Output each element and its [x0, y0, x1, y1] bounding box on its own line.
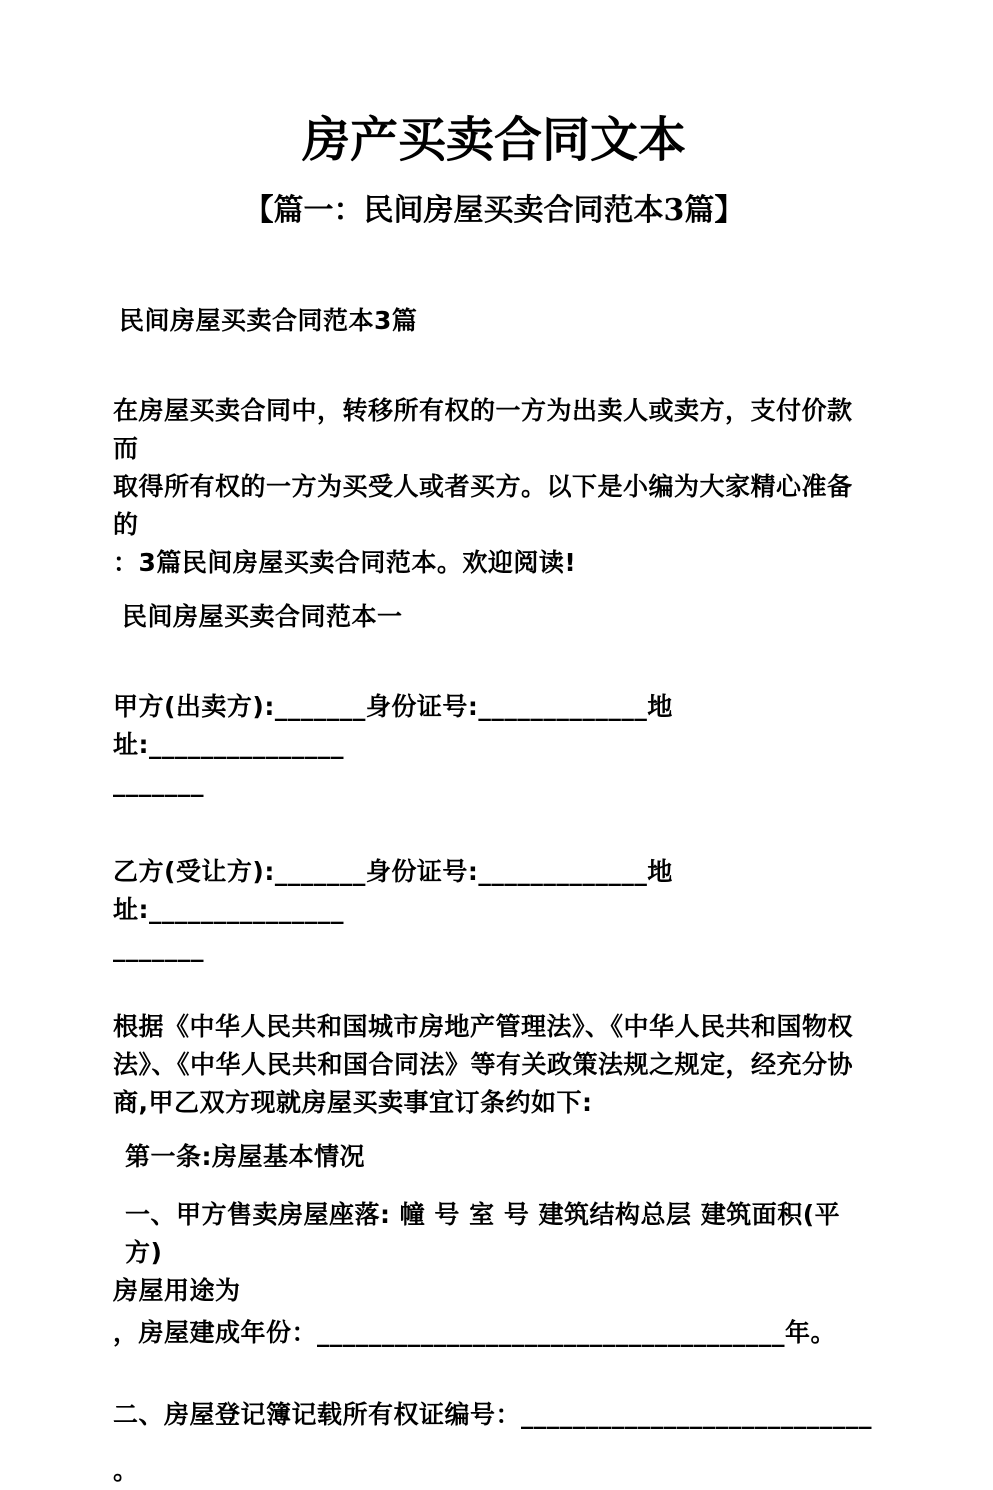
- built-year-block: [113, 1314, 875, 1352]
- trailing-period: 。: [113, 1456, 139, 1485]
- article-1-heading: 第一条:房屋基本情况: [125, 1142, 365, 1171]
- intro-paragraph-block: [113, 392, 875, 582]
- sample-list-heading: 民间房屋买卖合同范本3篇: [119, 306, 418, 335]
- clause-1-line-1: 一、甲方售卖房屋座落: 幢 号 室 号 建筑结构总层 建筑面积(平方): [125, 1200, 841, 1267]
- intro-line-1: 在房屋买卖合同中，转移所有权的一方为出卖人或卖方，支付价款而: [113, 396, 853, 463]
- clause-1-block: [113, 1196, 875, 1310]
- party-a-blank-continuation: _______: [113, 768, 204, 797]
- built-year-line: ，房屋建成年份：____________________________________年。: [113, 1318, 837, 1347]
- trailing-period-block: [113, 1452, 875, 1490]
- party-a-line: 甲方(出卖方):_______身份证号:_____________地址:_______________: [113, 692, 673, 759]
- party-b-block: [113, 853, 875, 967]
- legal-basis-block: [113, 1008, 875, 1122]
- legal-basis-line-2: 法》、《中华人民共和国合同法》等有关政策法规之规定，经充分协: [113, 1050, 854, 1079]
- clause-1-line-2: 房屋用途为: [113, 1276, 241, 1305]
- clause-2-line: 二、房屋登记簿记载所有权证编号：___________________________: [113, 1400, 873, 1429]
- party-a-block: [113, 688, 875, 802]
- intro-line-2: 取得所有权的一方为买受人或者买方。以下是小编为大家精心准备的: [113, 472, 853, 539]
- sample-one-heading-block: [113, 598, 875, 636]
- intro-line-3: ：3篇民间房屋买卖合同范本。欢迎阅读!: [113, 548, 577, 577]
- document-content: [113, 0, 875, 1490]
- document-title: 房产买卖合同文本: [301, 112, 686, 168]
- legal-basis-line-1: 根据《中华人民共和国城市房地产管理法》、《中华人民共和国物权: [113, 1012, 854, 1041]
- sample-one-heading: 民间房屋买卖合同范本一: [122, 602, 403, 631]
- sample-list-heading-block: [113, 302, 875, 340]
- party-b-line: 乙方(受让方):_______身份证号:_____________地址:_______________: [113, 857, 673, 924]
- party-b-blank-continuation: _______: [113, 933, 204, 962]
- legal-basis-line-3: 商,甲乙双方现就房屋买卖事宜订条约如下:: [113, 1088, 593, 1117]
- clause-2-block: [113, 1396, 875, 1434]
- section-header: 【篇一：民间房屋买卖合同范本3篇】: [243, 193, 745, 228]
- article-1-heading-block: [113, 1138, 875, 1176]
